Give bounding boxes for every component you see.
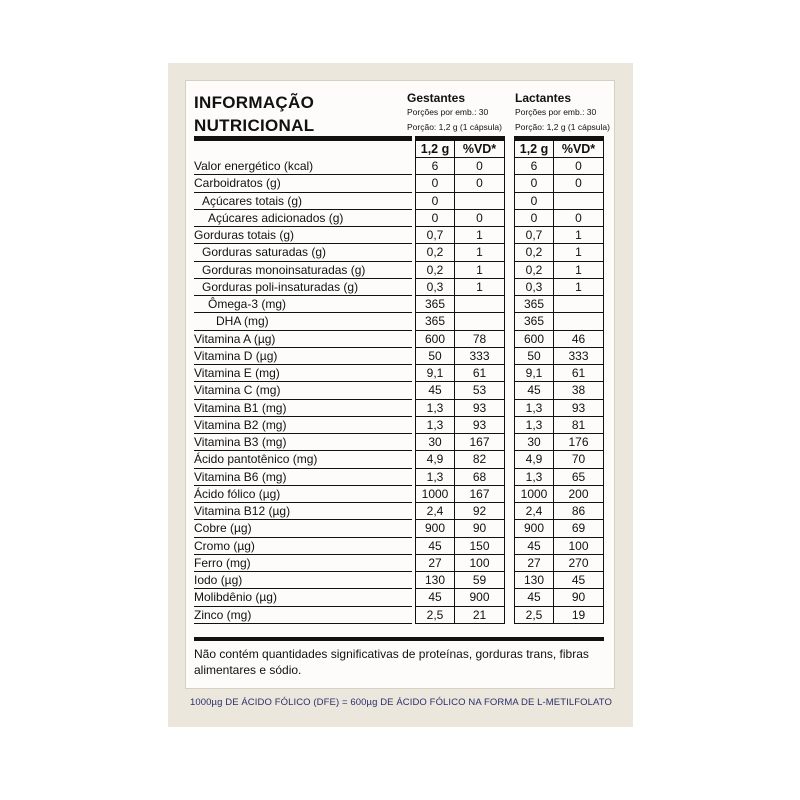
vd-lactantes: 0 xyxy=(554,158,604,175)
vd-gestantes: 68 xyxy=(455,469,505,486)
vd-gestantes: 150 xyxy=(455,538,505,555)
nutrient-name: Ômega-3 (mg) xyxy=(194,296,412,313)
vd-gestantes: 167 xyxy=(455,486,505,503)
value-gestantes: 2,5 xyxy=(415,607,455,624)
value-gestantes: 0 xyxy=(415,193,455,210)
vd-lactantes xyxy=(554,193,604,210)
value-gestantes: 50 xyxy=(415,348,455,365)
vd-gestantes: 0 xyxy=(455,210,505,227)
value-lactantes: 0 xyxy=(514,210,554,227)
value-gestantes: 0,3 xyxy=(415,279,455,296)
nutrient-name: Zinco (mg) xyxy=(194,607,412,624)
value-lactantes: 4,9 xyxy=(514,451,554,468)
header-vd-lactantes: %VD* xyxy=(554,141,604,158)
vd-lactantes: 0 xyxy=(554,210,604,227)
value-lactantes: 45 xyxy=(514,538,554,555)
vd-lactantes: 333 xyxy=(554,348,604,365)
value-lactantes: 9,1 xyxy=(514,365,554,382)
value-lactantes: 1,3 xyxy=(514,400,554,417)
value-gestantes: 1,3 xyxy=(415,469,455,486)
nutrient-name: Vitamina A (µg) xyxy=(194,331,412,348)
value-gestantes: 365 xyxy=(415,313,455,330)
nutrient-name: Açúcares adicionados (g) xyxy=(194,210,412,227)
value-lactantes: 0,7 xyxy=(514,227,554,244)
value-lactantes: 0 xyxy=(514,193,554,210)
nutrient-name: DHA (mg) xyxy=(194,313,412,330)
value-gestantes: 0,7 xyxy=(415,227,455,244)
nutrient-name: Ferro (mg) xyxy=(194,555,412,572)
value-lactantes: 1,3 xyxy=(514,469,554,486)
vd-lactantes: 1 xyxy=(554,244,604,261)
vd-gestantes: 82 xyxy=(455,451,505,468)
value-gestantes: 9,1 xyxy=(415,365,455,382)
value-lactantes: 1,3 xyxy=(514,417,554,434)
porcoes-gestantes: Porções por emb.: 30 xyxy=(407,107,489,117)
column-header-lactantes xyxy=(515,91,615,135)
nutrient-name: Gorduras saturadas (g) xyxy=(194,244,412,261)
nutrient-name: Valor energético (kcal) xyxy=(194,158,412,175)
nutrition-label xyxy=(185,80,615,689)
value-lactantes: 365 xyxy=(514,296,554,313)
value-lactantes: 45 xyxy=(514,382,554,399)
vd-lactantes: 176 xyxy=(554,434,604,451)
nutrient-name: Vitamina B12 (µg) xyxy=(194,503,412,520)
value-gestantes: 600 xyxy=(415,331,455,348)
nutrient-name: Gorduras poli-insaturadas (g) xyxy=(194,279,412,296)
header-vd-gestantes: %VD* xyxy=(455,141,505,158)
vd-lactantes: 100 xyxy=(554,538,604,555)
vd-gestantes xyxy=(455,296,505,313)
value-gestantes: 4,9 xyxy=(415,451,455,468)
value-gestantes: 0 xyxy=(415,210,455,227)
value-gestantes: 2,4 xyxy=(415,503,455,520)
column-name-gestantes: Gestantes xyxy=(407,91,466,105)
value-lactantes: 6 xyxy=(514,158,554,175)
vd-gestantes: 59 xyxy=(455,572,505,589)
vd-gestantes xyxy=(455,193,505,210)
value-gestantes: 0 xyxy=(415,175,455,192)
value-gestantes: 6 xyxy=(415,158,455,175)
nutrient-name: Gorduras totais (g) xyxy=(194,227,412,244)
vd-gestantes: 92 xyxy=(455,503,505,520)
value-lactantes: 2,4 xyxy=(514,503,554,520)
value-lactantes: 45 xyxy=(514,589,554,606)
vd-gestantes: 78 xyxy=(455,331,505,348)
nutrient-name: Vitamina E (mg) xyxy=(194,365,412,382)
value-lactantes: 50 xyxy=(514,348,554,365)
header-qty-lactantes: 1,2 g xyxy=(514,141,554,158)
value-gestantes: 900 xyxy=(415,520,455,537)
table-bottom-rule xyxy=(194,637,604,641)
vd-gestantes: 53 xyxy=(455,382,505,399)
column-header-gestantes xyxy=(407,91,507,135)
header-qty-gestantes: 1,2 g xyxy=(415,141,455,158)
vd-lactantes xyxy=(554,296,604,313)
vd-lactantes: 90 xyxy=(554,589,604,606)
footnote: Não contém quantidades significativas de proteínas, gorduras trans, fibras alimentares e sódio. xyxy=(194,647,589,677)
nutrient-name: Vitamina B1 (mg) xyxy=(194,400,412,417)
porcao-gestantes: Porção: 1,2 g (1 cápsula) xyxy=(407,122,502,132)
value-gestantes: 0,2 xyxy=(415,262,455,279)
title-line-2: NUTRICIONAL xyxy=(194,116,315,135)
title-line-1: INFORMAÇÃO xyxy=(194,93,315,112)
value-lactantes: 0,2 xyxy=(514,244,554,261)
value-lactantes: 0,3 xyxy=(514,279,554,296)
vd-gestantes: 0 xyxy=(455,175,505,192)
value-gestantes: 45 xyxy=(415,538,455,555)
vd-gestantes: 90 xyxy=(455,520,505,537)
value-lactantes: 0 xyxy=(514,175,554,192)
vd-lactantes: 93 xyxy=(554,400,604,417)
vd-lactantes: 0 xyxy=(554,175,604,192)
label-title xyxy=(194,91,314,137)
nutrient-name: Vitamina D (µg) xyxy=(194,348,412,365)
vd-gestantes: 93 xyxy=(455,400,505,417)
value-gestantes: 1,3 xyxy=(415,400,455,417)
column-name-lactantes: Lactantes xyxy=(515,91,572,105)
nutrient-name: Vitamina C (mg) xyxy=(194,382,412,399)
value-gestantes: 30 xyxy=(415,434,455,451)
value-gestantes: 0,2 xyxy=(415,244,455,261)
vd-lactantes: 200 xyxy=(554,486,604,503)
value-gestantes: 45 xyxy=(415,589,455,606)
vd-gestantes: 0 xyxy=(455,158,505,175)
vd-gestantes: 900 xyxy=(455,589,505,606)
vd-gestantes: 1 xyxy=(455,262,505,279)
vd-lactantes: 19 xyxy=(554,607,604,624)
vd-gestantes: 1 xyxy=(455,227,505,244)
value-lactantes: 600 xyxy=(514,331,554,348)
nutrient-name: Gorduras monoinsaturadas (g) xyxy=(194,262,412,279)
vd-gestantes: 21 xyxy=(455,607,505,624)
vd-lactantes: 86 xyxy=(554,503,604,520)
vd-lactantes: 1 xyxy=(554,227,604,244)
vd-lactantes: 70 xyxy=(554,451,604,468)
vd-lactantes: 1 xyxy=(554,279,604,296)
nutrient-name: Vitamina B3 (mg) xyxy=(194,434,412,451)
value-gestantes: 27 xyxy=(415,555,455,572)
vd-gestantes: 100 xyxy=(455,555,505,572)
value-gestantes: 1,3 xyxy=(415,417,455,434)
vd-gestantes: 93 xyxy=(455,417,505,434)
folic-acid-note: 1000µg DE ÁCIDO FÓLICO (DFE) = 600µg DE ÁCIDO FÓLICO NA FORMA DE L-METILFOLATO xyxy=(190,697,612,708)
nutrient-name: Cromo (µg) xyxy=(194,538,412,555)
value-lactantes: 30 xyxy=(514,434,554,451)
value-lactantes: 27 xyxy=(514,555,554,572)
vd-lactantes: 38 xyxy=(554,382,604,399)
nutrient-name: Cobre (µg) xyxy=(194,520,412,537)
value-lactantes: 365 xyxy=(514,313,554,330)
nutrient-name: Molibdênio (µg) xyxy=(194,589,412,606)
vd-lactantes: 46 xyxy=(554,331,604,348)
nutrient-name: Açúcares totais (g) xyxy=(194,193,412,210)
vd-lactantes: 69 xyxy=(554,520,604,537)
nutrient-name: Ácido fólico (µg) xyxy=(194,486,412,503)
value-lactantes: 130 xyxy=(514,572,554,589)
value-gestantes: 45 xyxy=(415,382,455,399)
nutrient-name: Ácido pantotênico (mg) xyxy=(194,451,412,468)
nutrient-name: Vitamina B6 (mg) xyxy=(194,469,412,486)
vd-gestantes: 333 xyxy=(455,348,505,365)
vd-gestantes: 167 xyxy=(455,434,505,451)
vd-gestantes: 61 xyxy=(455,365,505,382)
value-lactantes: 900 xyxy=(514,520,554,537)
vd-lactantes: 61 xyxy=(554,365,604,382)
table-header-row xyxy=(194,141,614,158)
nutrient-name: Vitamina B2 (mg) xyxy=(194,417,412,434)
vd-lactantes: 270 xyxy=(554,555,604,572)
vd-gestantes xyxy=(455,313,505,330)
vd-lactantes: 45 xyxy=(554,572,604,589)
nutrient-name: Carboidratos (g) xyxy=(194,175,412,192)
nutrient-name: Iodo (µg) xyxy=(194,572,412,589)
vd-lactantes: 1 xyxy=(554,262,604,279)
vd-lactantes xyxy=(554,313,604,330)
value-lactantes: 0,2 xyxy=(514,262,554,279)
vd-lactantes: 65 xyxy=(554,469,604,486)
vd-gestantes: 1 xyxy=(455,279,505,296)
value-gestantes: 1000 xyxy=(415,486,455,503)
value-lactantes: 2,5 xyxy=(514,607,554,624)
vd-lactantes: 81 xyxy=(554,417,604,434)
vd-gestantes: 1 xyxy=(455,244,505,261)
value-lactantes: 1000 xyxy=(514,486,554,503)
value-gestantes: 365 xyxy=(415,296,455,313)
porcao-lactantes: Porção: 1,2 g (1 cápsula) xyxy=(515,122,610,132)
porcoes-lactantes: Porções por emb.: 30 xyxy=(515,107,597,117)
value-gestantes: 130 xyxy=(415,572,455,589)
